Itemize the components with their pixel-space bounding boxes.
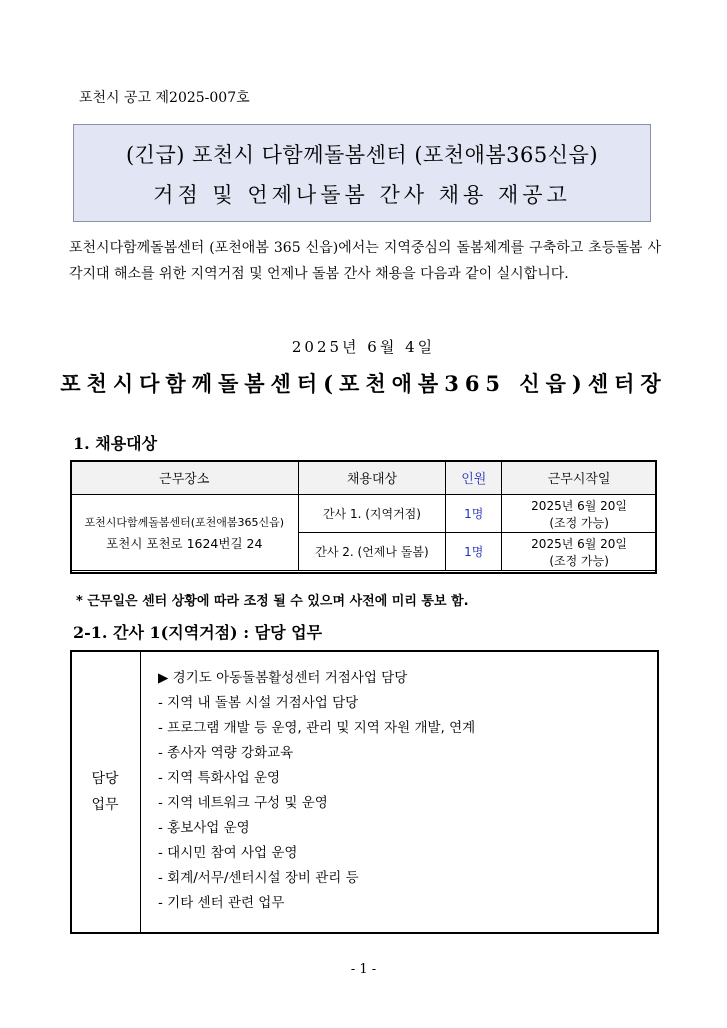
list-item: - 기타 센터 관련 업무 (158, 895, 285, 911)
title-line-1: (긴급) 포천시 다함께돌봄센터 (포천애봄365신읍) (125, 143, 599, 167)
notice-number: 포천시 공고 제2025-007호 (79, 90, 250, 106)
count-cell: 1명 (446, 533, 502, 571)
duty-label-line-2: 업무 (91, 797, 119, 813)
start-date-cell (502, 495, 657, 533)
table-footnote: * 근무일은 센터 상황에 따라 조정 될 수 있으며 사전에 미리 통보 함. (76, 594, 469, 609)
list-item: ▶ 경기도 아동돌봄활성센터 거점사업 담당 (158, 670, 408, 686)
header-location: 근무장소 (71, 461, 299, 495)
list-item: - 홍보사업 운영 (158, 820, 250, 836)
table-header-row (71, 461, 657, 495)
duty-label-line-1: 담당 (91, 771, 119, 787)
list-item: - 대시민 참여 사업 운영 (158, 845, 298, 861)
list-item: - 회계/서무/센터시설 장비 관리 등 (158, 870, 359, 886)
title-box (73, 124, 651, 222)
center-head-signature: 포천시다함께돌봄센터(포천애봄365 신읍)센터장 (60, 371, 667, 396)
location-name: 포천시다함께돌봄센터(포천애봄365신읍) (84, 515, 285, 529)
header-start-date: 근무시작일 (502, 461, 657, 495)
header-target: 채용대상 (298, 461, 446, 495)
header-count: 인원 (446, 461, 502, 495)
target-cell: 간사 2. (언제나 돌봄) (298, 533, 446, 571)
list-item: - 지역 특화사업 운영 (158, 770, 281, 786)
start-date: 2025년 6월 20일 (531, 498, 628, 513)
location-cell (71, 495, 299, 571)
list-item: - 종사자 역량 강화교육 (158, 745, 294, 761)
count-cell: 1명 (446, 495, 502, 533)
duty-divider (140, 650, 141, 934)
list-item: - 프로그램 개발 등 운영, 관리 및 지역 자원 개발, 연계 (158, 720, 476, 736)
page-number: - 1 - (350, 962, 377, 977)
recruitment-table (70, 460, 657, 571)
title-line-2: 거점 및 언제나돌봄 간사 채용 재공고 (153, 183, 571, 207)
table-row (71, 495, 657, 533)
notice-date: 2025년 6월 4일 (291, 338, 436, 356)
location-address: 포천시 포천로 1624번길 24 (106, 535, 263, 551)
start-date-note: (조정 가능) (549, 515, 609, 530)
duty-label (70, 766, 140, 818)
target-cell: 간사 1. (지역거점) (298, 495, 446, 533)
list-item: - 지역 내 돌봄 시설 거점사업 담당 (158, 695, 359, 711)
section-2-1-title: 2-1. 간사 1(지역거점) : 담당 업무 (73, 623, 323, 642)
list-item: - 지역 네트워크 구성 및 운영 (158, 795, 328, 811)
intro-paragraph: 포천시다함께돌봄센터 (포천애봄 365 신읍)에서는 지역중심의 돌봄체계를 구축하고 초등돌봄 사각지대 해소를 위한 지역거점 및 언제나 돌봄 간사 채용을 다음과 같이 실시합니다. (69, 240, 661, 282)
start-date-cell (502, 533, 657, 571)
start-date-note: (조정 가능) (549, 553, 609, 568)
start-date: 2025년 6월 20일 (531, 536, 628, 551)
section-1-title: 1. 채용대상 (73, 434, 158, 453)
duty-list (158, 666, 475, 916)
